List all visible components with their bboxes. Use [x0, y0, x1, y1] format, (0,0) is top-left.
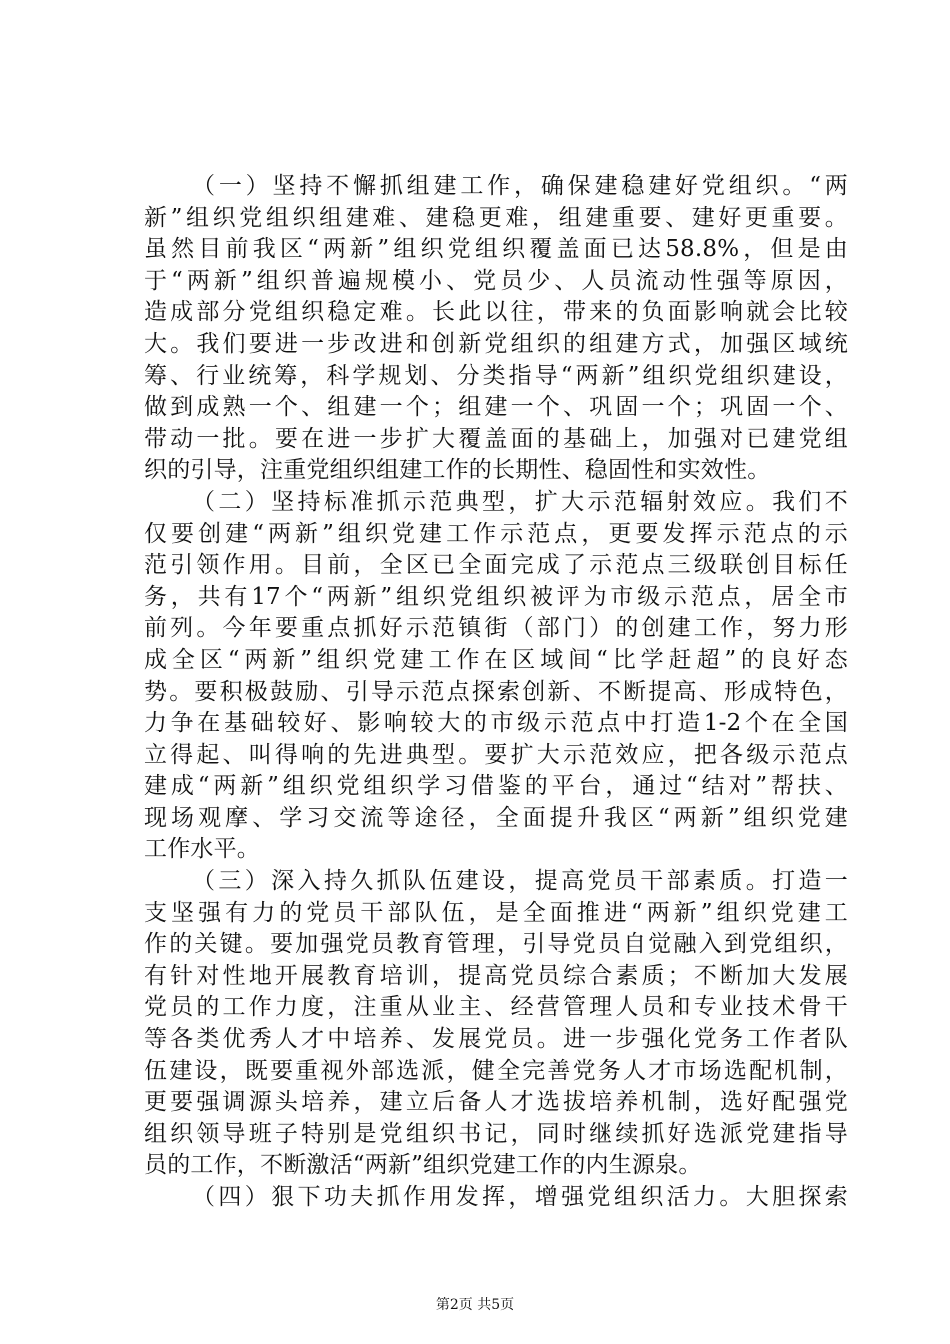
- text-line: （三）深入持久抓队伍建设，提高党员干部素质。打造一: [192, 868, 848, 895]
- text-line: 组织领导班子特别是党组织书记，同时继续抓好选派党建指导: [144, 1120, 848, 1147]
- text-line: 新”组织党组织组建难、建稳更难，组建重要、建好更重要。: [144, 204, 848, 231]
- text-line: 更要强调源头培养，建立后备人才选拔培养机制，选好配强党: [144, 1089, 848, 1116]
- page-footer: [0, 1294, 950, 1314]
- text-line: 大。我们要进一步改进和创新党组织的组建方式，加强区域统: [144, 330, 848, 357]
- text-line: 现场观摩、学习交流等途径，全面提升我区“两新”组织党建: [144, 804, 848, 831]
- text-line: 伍建设，既要重视外部选派，健全完善党务人才市场选配机制，: [144, 1057, 848, 1084]
- text-line: 党员的工作力度，注重从业主、经营管理人员和专业技术骨干: [144, 994, 848, 1021]
- text-line: 有针对性地开展教育培训，提高党员综合素质；不断加大发展: [144, 962, 848, 989]
- text-line: 于“两新”组织普遍规模小、党员少、人员流动性强等原因，: [144, 267, 848, 294]
- text-line: 作的关键。要加强党员教育管理，引导党员自觉融入到党组织，: [144, 931, 848, 958]
- text-line: （一）坚持不懈抓组建工作，确保建稳建好党组织。“两: [192, 173, 848, 199]
- text-line: 虽然目前我区“两新”组织党组织覆盖面已达58.8%，但是由: [144, 236, 848, 263]
- text-line: 支坚强有力的党员干部队伍，是全面推进“两新”组织党建工: [144, 899, 848, 926]
- text-line: 力争在基础较好、影响较大的市级示范点中打造1-2个在全国: [144, 710, 848, 737]
- paragraph-2: [144, 487, 848, 866]
- document-body: [144, 171, 848, 1214]
- text-line: 势。要积极鼓励、引导示范点探索创新、不断提高、形成特色，: [144, 678, 848, 705]
- text-line: 仅要创建“两新”组织党建工作示范点，更要发挥示范点的示: [144, 520, 848, 547]
- text-line: 筹、行业统筹，科学规划、分类指导“两新”组织党组织建设，: [144, 362, 848, 389]
- text-line: 前列。今年要重点抓好示范镇街（部门）的创建工作，努力形: [144, 615, 848, 642]
- text-line: 务，共有17个“两新”组织党组织被评为市级示范点，居全市: [144, 583, 848, 610]
- text-line: （四）狠下功夫抓作用发挥，增强党组织活力。大胆探索: [192, 1184, 848, 1210]
- text-line: 员的工作，不断激活“两新”组织党建工作的内生源泉。: [144, 1152, 702, 1179]
- text-line: （二）坚持标准抓示范典型，扩大示范辐射效应。我们不: [192, 488, 848, 515]
- text-line: 做到成熟一个、组建一个；组建一个、巩固一个；巩固一个、: [144, 394, 848, 421]
- text-line: 带动一批。要在进一步扩大覆盖面的基础上，加强对已建党组: [144, 425, 848, 452]
- text-line: 造成部分党组织稳定难。长此以往，带来的负面影响就会比较: [144, 299, 848, 326]
- text-line: 范引领作用。目前，全区已全面完成了示范点三级联创目标任: [144, 552, 848, 579]
- text-line: 建成“两新”组织党组织学习借鉴的平台，通过“结对”帮扶、: [144, 773, 848, 800]
- paragraph-3: [144, 866, 848, 1182]
- text-line: 立得起、叫得响的先进典型。要扩大示范效应，把各级示范点: [144, 741, 848, 768]
- page-number: 第2页 共5页: [435, 1297, 515, 1313]
- text-line: 等各类优秀人才中培养、发展党员。进一步强化党务工作者队: [144, 1026, 848, 1053]
- paragraph-1: [144, 171, 848, 487]
- text-line: 织的引导，注重党组织组建工作的长期性、稳固性和实效性。: [144, 457, 771, 484]
- paragraph-4: [144, 1182, 848, 1214]
- text-line: 工作水平。: [144, 836, 260, 863]
- text-line: 成全区“两新”组织党建工作在区域间“比学赶超”的良好态: [144, 646, 848, 673]
